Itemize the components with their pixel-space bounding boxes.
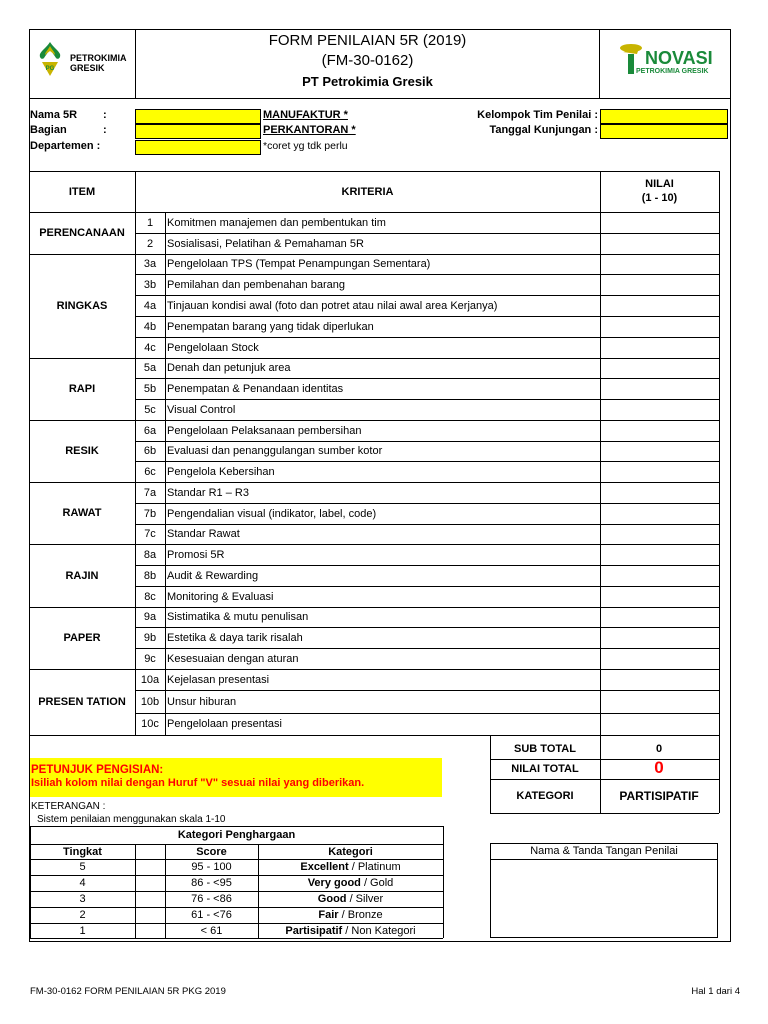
group-label: PAPER xyxy=(63,632,101,644)
tanggal-field[interactable] xyxy=(600,124,728,139)
criteria-text: Pengelolaan Pelaksanaan pembersihan xyxy=(167,424,362,437)
table-col2-line xyxy=(165,212,166,735)
header-divider-right xyxy=(599,29,600,98)
group-line xyxy=(29,735,135,736)
nilai-total-value: 0 xyxy=(654,758,664,777)
award-score: 76 - <86 xyxy=(191,893,232,905)
nilai-input-cell[interactable] xyxy=(601,608,718,626)
col-nilai-range: (1 - 10) xyxy=(641,192,678,204)
bagian-label: Bagian xyxy=(30,124,67,136)
group-label: RAWAT xyxy=(62,507,102,519)
keterangan-label: KETERANGAN : xyxy=(31,801,106,812)
nilai-input-cell[interactable] xyxy=(601,296,718,315)
criteria-text: Tinjauan kondisi awal (foto dan potret atau nilai awal area Kerjanya) xyxy=(167,299,498,312)
criteria-number: 6b xyxy=(143,445,157,457)
criteria-number: 4c xyxy=(144,341,156,354)
col-nilai-header xyxy=(600,177,719,205)
award-kategori-rest: / Platinum xyxy=(348,861,401,873)
signature-box[interactable] xyxy=(490,843,718,938)
nilai-input-cell[interactable] xyxy=(601,587,718,606)
award-tingkat: 5 xyxy=(79,861,86,873)
keterangan-text: Sistem penilaian menggunakan skala 1-10 xyxy=(37,814,226,825)
criteria-number: 6a xyxy=(143,424,157,437)
criteria-number: 10a xyxy=(140,673,160,686)
criteria-number: 4a xyxy=(143,299,157,312)
criteria-text: Denah dan petunjuk area xyxy=(167,362,291,374)
group-label: RAPI xyxy=(68,383,96,395)
col-kriteria-header: KRITERIA xyxy=(341,185,394,198)
header-bottom-line xyxy=(29,98,730,99)
award-kategori xyxy=(258,875,443,891)
nilai-input-cell[interactable] xyxy=(601,338,718,357)
criteria-number: 2 xyxy=(146,237,154,250)
sub-total-value: 0 xyxy=(655,742,663,755)
criteria-text: Pengendalian visual (indikator, label, code) xyxy=(167,507,377,520)
award-title: Kategori Penghargaan xyxy=(177,829,296,841)
nilai-input-cell[interactable] xyxy=(601,649,718,668)
criteria-text: Komitmen manajemen dan pembentukan tim xyxy=(167,216,386,229)
group-label: RESIK xyxy=(65,445,99,457)
criteria-number: 7a xyxy=(143,486,157,499)
departemen-label: Departemen : xyxy=(30,140,101,152)
nilai-total-label: NILAI TOTAL xyxy=(511,763,579,775)
petunjuk-text: Isiliah kolom nilai dengan Huruf "V" sesuai nilai yang diberikan. xyxy=(31,777,365,789)
award-kategori-bold: Excellent xyxy=(300,861,349,873)
nilai-input-cell[interactable] xyxy=(601,359,718,377)
criteria-number: 8a xyxy=(143,548,157,561)
criteria-text: Penempatan & Penandaan identitas xyxy=(167,382,344,395)
nilai-input-cell[interactable] xyxy=(601,628,718,647)
award-right-line xyxy=(443,826,444,938)
col-item-header: ITEM xyxy=(68,185,96,198)
signature-divider xyxy=(490,859,718,860)
nilai-input-cell[interactable] xyxy=(601,379,718,398)
petrokimia-logo-icon xyxy=(36,40,64,78)
left-logo-line1: PETROKIMIA xyxy=(70,53,127,63)
nilai-input-cell[interactable] xyxy=(601,525,718,543)
right-logo-text: NOVASI xyxy=(645,48,713,68)
col-nilai-label: NILAI xyxy=(645,178,674,190)
criteria-number: 8c xyxy=(144,590,156,603)
award-score: 95 - 100 xyxy=(191,861,232,873)
criteria-text: Unsur hiburan xyxy=(167,695,237,708)
criteria-number: 6c xyxy=(144,465,156,478)
criteria-text: Sistimatika & mutu penulisan xyxy=(167,611,309,623)
criteria-number: 7b xyxy=(143,507,157,520)
criteria-number: 9c xyxy=(144,652,156,665)
criteria-number: 5b xyxy=(143,382,157,395)
award-kategori xyxy=(258,891,443,907)
nilai-input-cell[interactable] xyxy=(601,400,718,419)
award-kategori-bold: Fair xyxy=(318,909,339,921)
award-kategori-rest: / Non Kategori xyxy=(342,924,416,937)
award-kategori xyxy=(258,907,443,923)
criteria-number: 5c xyxy=(144,403,156,416)
perkantoran-option[interactable]: PERKANTORAN * xyxy=(263,124,356,136)
bagian-field[interactable] xyxy=(135,124,261,139)
criteria-text: Pengelolaan TPS (Tempat Penampungan Sementara) xyxy=(167,258,431,270)
criteria-text: Pengelolaan Stock xyxy=(167,341,259,354)
sub-total-label: SUB TOTAL xyxy=(514,742,576,755)
award-kategori-bold: Very good xyxy=(307,877,361,889)
nilai-input-cell[interactable] xyxy=(601,691,718,712)
award-tingkat: 2 xyxy=(79,909,86,921)
nama-field[interactable] xyxy=(135,109,261,124)
criteria-number: 10b xyxy=(140,695,160,708)
svg-text:PG: PG xyxy=(45,66,55,72)
criteria-number: 3b xyxy=(143,278,157,291)
manufaktur-option[interactable]: MANUFAKTUR * xyxy=(263,109,348,121)
criteria-number: 1 xyxy=(146,216,154,229)
criteria-text: Pengelolaan presentasi xyxy=(167,718,282,730)
criteria-text: Kesesuaian dengan aturan xyxy=(167,652,299,665)
criteria-text: Visual Control xyxy=(167,403,236,416)
nilai-input-cell[interactable] xyxy=(601,317,718,336)
summary-right-line xyxy=(719,735,720,813)
nilai-input-cell[interactable] xyxy=(601,442,718,460)
award-header: Kategori xyxy=(328,845,373,858)
criteria-text: Evaluasi dan penanggulangan sumber kotor xyxy=(167,445,383,457)
row-line xyxy=(135,735,719,736)
criteria-number: 3a xyxy=(143,258,157,270)
group-label: RINGKAS xyxy=(56,300,108,312)
nilai-input-cell[interactable] xyxy=(601,714,718,734)
criteria-text: Standar Rawat xyxy=(167,528,240,540)
group-label: RAJIN xyxy=(65,569,99,582)
left-logo-text xyxy=(70,53,127,73)
nilai-input-cell[interactable] xyxy=(601,255,718,273)
award-row-line xyxy=(30,938,443,939)
nilai-input-cell[interactable] xyxy=(601,670,718,689)
award-tingkat: 1 xyxy=(79,924,86,937)
nilai-input-cell[interactable] xyxy=(601,483,718,502)
left-logo-line2: GRESIK xyxy=(70,63,105,73)
criteria-text: Estetika & daya tarik risalah xyxy=(167,631,303,644)
criteria-number: 5a xyxy=(143,362,157,374)
criteria-text: Standar R1 – R3 xyxy=(167,486,249,499)
departemen-field[interactable] xyxy=(135,140,261,155)
award-kategori-rest: / Silver xyxy=(346,893,384,905)
footer-right: Hal 1 dari 4 xyxy=(691,986,740,997)
coret-note: *coret yg tdk perlu xyxy=(263,140,348,152)
nilai-input-cell[interactable] xyxy=(601,504,718,523)
award-kategori-rest: / Gold xyxy=(360,877,394,889)
right-logo-sub: PETROKIMIA GRESIK xyxy=(636,68,709,75)
award-score: 86 - <95 xyxy=(191,877,232,889)
nilai-input-cell[interactable] xyxy=(601,275,718,294)
form-code: (FM-30-0162) xyxy=(321,52,414,69)
criteria-number: 4b xyxy=(143,320,157,333)
nilai-input-cell[interactable] xyxy=(601,545,718,564)
award-kategori-bold: Partisipatif xyxy=(285,924,343,937)
kelompok-label: Kelompok Tim Penilai : xyxy=(477,109,598,121)
criteria-text: Kejelasan presentasi xyxy=(167,673,270,686)
nama-label: Nama 5R xyxy=(30,109,78,121)
criteria-text: Pemilahan dan pembenahan barang xyxy=(167,278,345,291)
criteria-text: Promosi 5R xyxy=(167,548,225,561)
petunjuk-title: PETUNJUK PENGISIAN: xyxy=(31,764,164,776)
criteria-text: Monitoring & Evaluasi xyxy=(167,590,274,603)
criteria-number: 9a xyxy=(143,611,157,623)
criteria-number: 9b xyxy=(143,631,157,644)
group-label: PRESEN TATION xyxy=(38,696,126,708)
nilai-input-cell[interactable] xyxy=(601,213,718,232)
award-kategori xyxy=(258,923,443,938)
tanggal-label: Tanggal Kunjungan : xyxy=(489,124,598,136)
criteria-number: 7c xyxy=(144,528,156,540)
award-tingkat: 4 xyxy=(79,877,86,889)
table-right-line xyxy=(719,171,720,735)
award-kategori-rest: / Bronze xyxy=(338,909,383,921)
criteria-text: Penempatan barang yang tidak diperlukan xyxy=(167,320,374,333)
bagian-colon: : xyxy=(103,124,107,136)
award-header: Tingkat xyxy=(63,845,102,858)
criteria-text: Audit & Rewarding xyxy=(167,569,259,582)
kelompok-field[interactable] xyxy=(600,109,728,124)
nilai-input-cell[interactable] xyxy=(601,421,718,440)
award-kategori-bold: Good xyxy=(317,893,347,905)
award-score: < 61 xyxy=(200,924,223,937)
nilai-input-cell[interactable] xyxy=(601,462,718,481)
footer-left: FM-30-0162 FORM PENILAIAN 5R PKG 2019 xyxy=(30,986,226,997)
company-name: PT Petrokimia Gresik xyxy=(302,74,433,89)
signature-label: Nama & Tanda Tangan Penilai xyxy=(530,845,678,857)
form-title: FORM PENILAIAN 5R (2019) xyxy=(268,32,467,49)
nilai-input-cell[interactable] xyxy=(601,566,718,585)
award-kategori xyxy=(258,859,443,875)
criteria-number: 10c xyxy=(141,718,159,730)
award-col-line xyxy=(135,844,136,938)
nilai-input-cell[interactable] xyxy=(601,234,718,253)
criteria-text: Sosialisasi, Pelatihan & Pemahaman 5R xyxy=(167,237,364,250)
criteria-text: Pengelola Kebersihan xyxy=(167,465,275,478)
award-tingkat: 3 xyxy=(79,893,86,905)
award-header: Score xyxy=(196,845,227,858)
nama-colon: : xyxy=(103,109,107,121)
kategori-label: KATEGORI xyxy=(516,790,574,802)
summary-line-3 xyxy=(490,813,719,814)
kategori-value: PARTISIPATIF xyxy=(619,789,699,803)
group-label: PERENCANAAN xyxy=(39,227,125,239)
criteria-number: 8b xyxy=(143,569,157,582)
award-score: 61 - <76 xyxy=(191,909,232,921)
